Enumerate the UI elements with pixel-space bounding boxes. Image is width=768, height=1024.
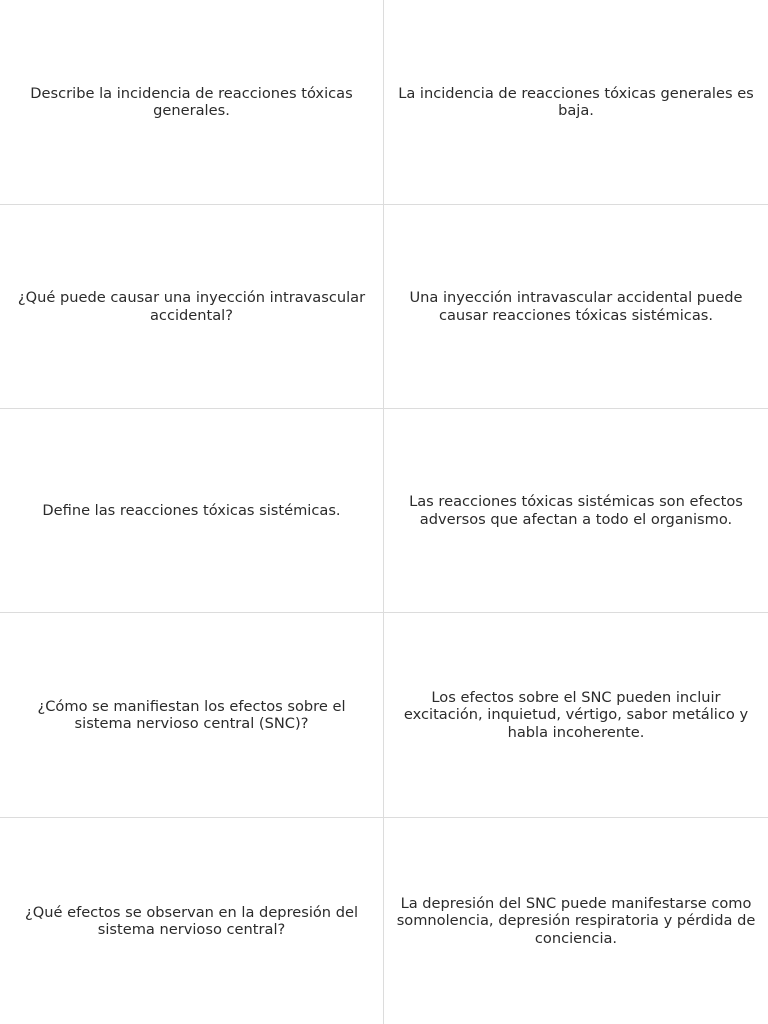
card-definition	[384, 613, 768, 818]
card-definition	[384, 818, 768, 1024]
card-term	[0, 818, 384, 1024]
card-definition-text: Las reacciones tóxicas sistémicas son efectos adversos que afectan a todo el organismo.	[409, 493, 743, 528]
card-definition-text: La depresión del SNC puede manifestarse como somnolencia, depresión respiratoria y pérdida de conciencia.	[396, 894, 756, 947]
card-term-text: ¿Cómo se manifiestan los efectos sobre el sistema nervioso central (SNC)?	[37, 697, 346, 732]
card-definition	[384, 0, 768, 205]
card-definition	[384, 409, 768, 613]
card-definition-text: Una inyección intravascular accidental puede causar reacciones tóxicas sistémicas.	[409, 289, 743, 324]
card-term	[0, 613, 384, 818]
card-term-text: Describe la incidencia de reacciones tóxicas generales.	[30, 84, 353, 119]
card-term	[0, 409, 384, 613]
card-definition-text: La incidencia de reacciones tóxicas generales es baja.	[398, 84, 754, 119]
card-term-text: ¿Qué puede causar una inyección intravascular accidental?	[17, 289, 366, 324]
card-term-text: ¿Qué efectos se observan en la depresión del sistema nervioso central?	[24, 903, 358, 938]
card-term	[0, 0, 384, 205]
card-term-text: Define las reacciones tóxicas sistémicas.	[42, 501, 341, 519]
card-term	[0, 205, 384, 409]
card-definition-text: Los efectos sobre el SNC pueden incluir excitación, inquietud, vértigo, sabor metálico y habla incoherente.	[403, 688, 749, 741]
card-definition	[384, 205, 768, 409]
